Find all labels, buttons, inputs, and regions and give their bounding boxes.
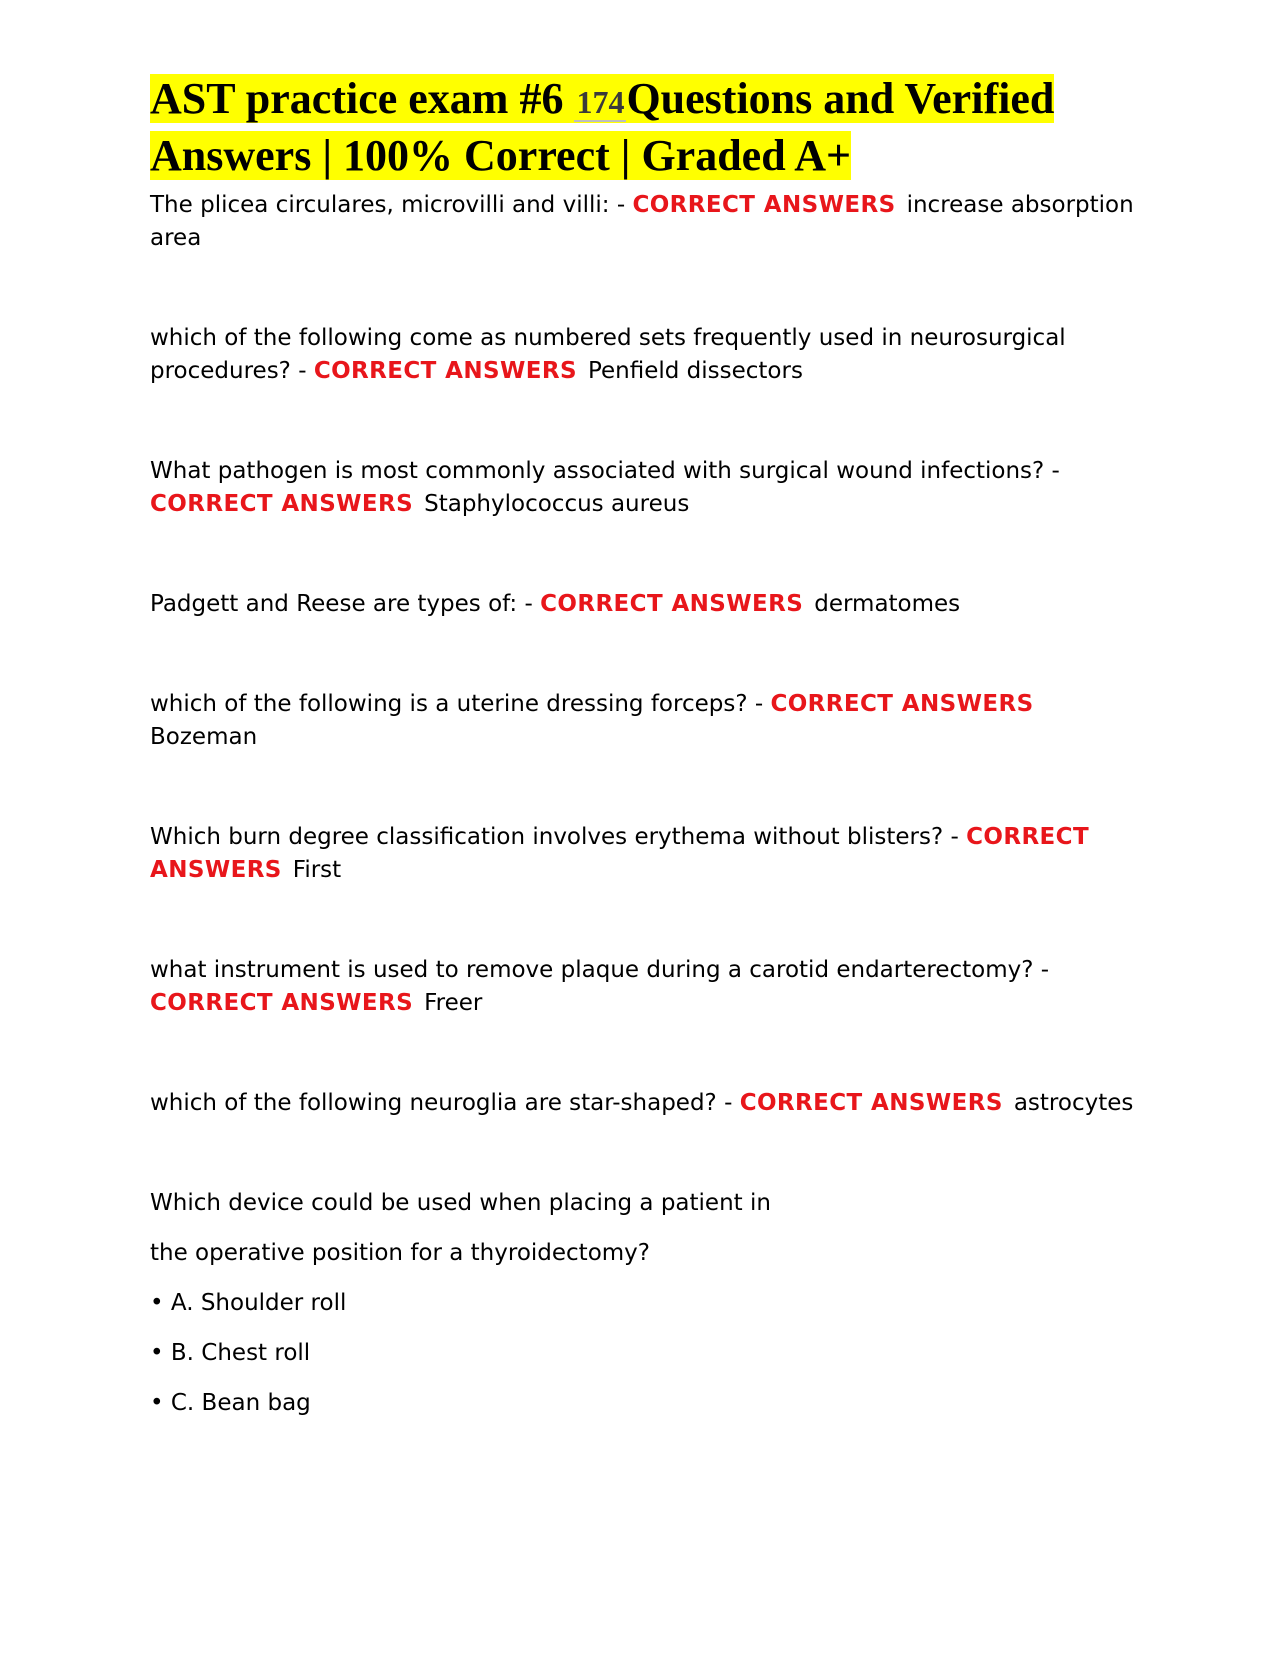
answer-text: First: [292, 857, 342, 883]
answer-text: Staphylococcus aureus: [424, 491, 690, 517]
question-text: Which burn degree classification involves erythema without blisters? -: [150, 824, 967, 850]
qa-item-7: [150, 954, 1150, 1020]
final-question-line-2: the operative position for a thyroidectomy?: [150, 1240, 650, 1266]
document-title: [150, 72, 1150, 183]
question-text: what instrument is used to remove plaque during a carotid endarterectomy? -: [150, 957, 1050, 983]
answer-text: increase absorption area: [150, 192, 1134, 251]
qa-item-2: [150, 322, 1150, 388]
option-c: • C. Bean bag: [150, 1390, 311, 1416]
correct-answers-label: CORRECT ANSWERS: [632, 192, 896, 218]
final-question-line-1: Which device could be used when placing a patient in: [150, 1190, 771, 1216]
answer-text: Penfield dissectors: [587, 358, 803, 384]
correct-answers-label: CORRECT ANSWERS: [540, 591, 804, 617]
question-text: The plicea circulares, microvilli and villi: -: [150, 192, 633, 218]
answer-text: astrocytes: [1013, 1090, 1134, 1116]
qa-item-1: [150, 189, 1150, 255]
qa-item-3: [150, 455, 1150, 521]
title-highlight: [150, 74, 1054, 180]
correct-answers-label: CORRECT ANSWERS: [739, 1090, 1003, 1116]
correct-answers-label: CORRECT ANSWERS: [150, 990, 414, 1016]
document-page: [150, 72, 1150, 1437]
correct-answers-label: CORRECT ANSWERS: [313, 358, 577, 384]
correct-answers-label: CORRECT ANSWERS: [770, 691, 1034, 717]
answer-text: Bozeman: [150, 724, 258, 750]
question-text: which of the following is a uterine dressing forceps? -: [150, 691, 771, 717]
correct-answers-label: CORRECT ANSWERS: [150, 491, 414, 517]
option-a: • A. Shoulder roll: [150, 1290, 347, 1316]
question-text: which of the following come as numbered sets frequently used in neurosurgical procedures? -: [150, 325, 1066, 384]
answer-text: Freer: [424, 990, 483, 1016]
question-text: What pathogen is most commonly associated with surgical wound infections? -: [150, 458, 1060, 484]
qa-item-6: [150, 821, 1150, 887]
correct-answers-label: CORRECT ANSWERS: [150, 824, 1090, 883]
final-question: [150, 1187, 1150, 1420]
title-text-start: AST practice exam #6: [150, 74, 575, 123]
qa-item-8: [150, 1087, 1150, 1120]
question-text: Padgett and Reese are types of: -: [150, 591, 541, 617]
qa-item-4: [150, 588, 1150, 621]
title-text-end: Questions and Verified Answers | 100% Correct | Graded A+: [150, 74, 1055, 180]
question-count: 174: [576, 84, 625, 120]
qa-item-5: [150, 688, 1150, 754]
option-b: • B. Chest roll: [150, 1340, 311, 1366]
question-text: which of the following neuroglia are star-shaped? -: [150, 1090, 740, 1116]
answer-text: dermatomes: [814, 591, 961, 617]
